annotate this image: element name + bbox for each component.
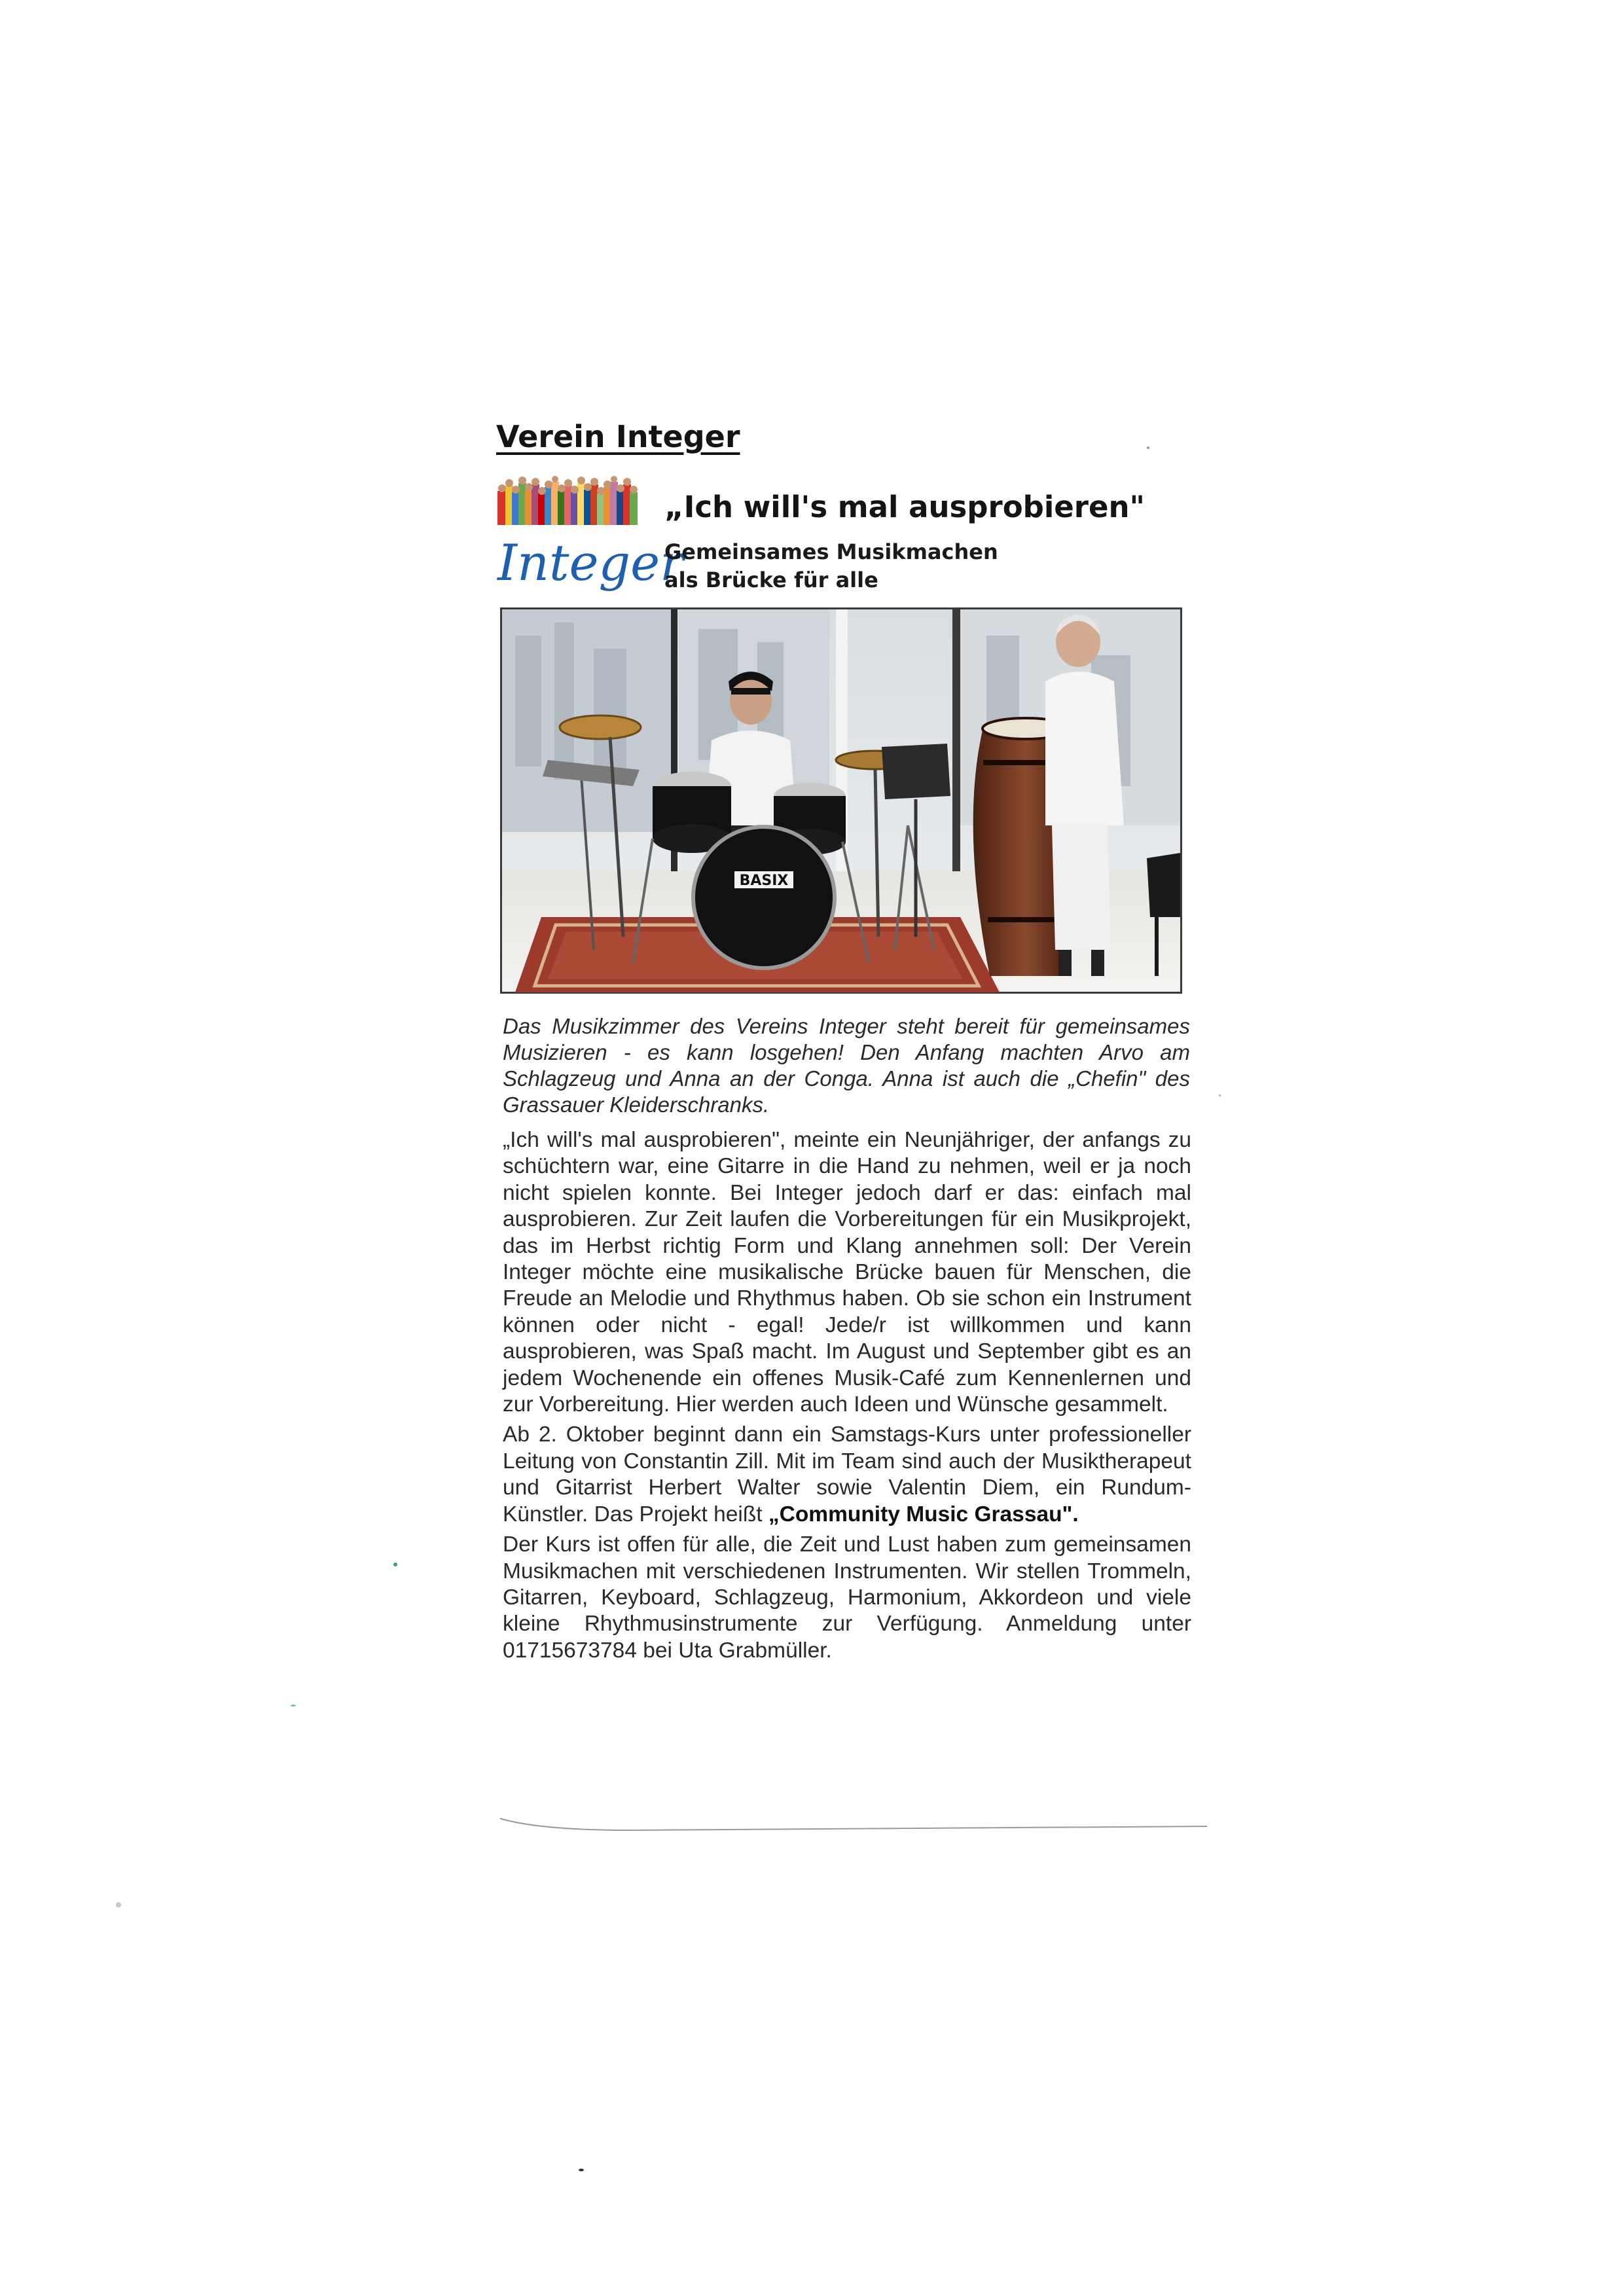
section-title: Verein Integer xyxy=(496,419,740,454)
scan-speck xyxy=(579,2169,584,2171)
paragraph-2-text: Ab 2. Oktober beginnt dann ein Samstags-Kurs unter professioneller Leitung von Constantin Zill. Mit im Team sind auch der Musiktherapeut und Gitarrist Herbert Walter sowie Valentin Diem, ein Rundum-Künstler. Das Projekt heißt xyxy=(503,1422,1191,1527)
article-body xyxy=(503,1127,1191,1668)
music-room-photo xyxy=(502,609,1180,992)
body-paragraph-1: „Ich will's mal ausprobieren", meinte ein Neunjähriger, der anfangs zu schüchtern war, eine Gitarre in die Hand zu nehmen, weil er ja noch nicht spielen konnte. Bei Integer jedoch darf er das: einfach mal ausprobieren. Zur Zeit laufen die Vorbereitungen für ein Musikprojekt, das im Herbst richtig Form und Klang annehmen soll: Der Verein Integer möchte eine musikalische Brücke bauen für Menschen, die Freude an Melodie und Rhythmus haben. Ob sie schon ein Instrument können oder nicht - egal! Jede/r ist willkommen und kann ausprobieren, was Spaß macht. Im August und September gibt es an jedem Wochenende ein offenes Musik-Café zum Kennenlernen und zur Vorbereitung. Hier werden auch Ideen und Wünsche gesammelt. xyxy=(503,1128,1191,1417)
article-photo xyxy=(500,607,1182,994)
bottom-divider xyxy=(500,1813,1207,1833)
scan-speck xyxy=(116,1902,121,1907)
drum-brand-label: BASIX xyxy=(739,873,789,889)
body-paragraph-2 xyxy=(503,1422,1191,1528)
integer-logo xyxy=(496,477,684,594)
photo-caption: Das Musikzimmer des Vereins Integer steht bereit für gemeinsames Musizieren - es kann losgehen! Den Anfang machten Arvo am Schlagzeug und Anna an der Conga. Anna ist auch die „Chefin" des Grassauer Kleiderschranks. xyxy=(503,1014,1190,1117)
article-subline xyxy=(664,538,1031,594)
project-name: „Community Music Grassau". xyxy=(768,1502,1079,1527)
subline-line-1: Gemeinsames Musikmachen xyxy=(664,539,998,564)
article-headline: „Ich will's mal ausprobieren" xyxy=(664,490,1145,524)
scan-speck xyxy=(291,1705,296,1707)
scan-speck xyxy=(393,1563,397,1566)
logo-wordmark: Integer xyxy=(497,533,684,592)
scan-speck xyxy=(1219,1094,1221,1096)
scan-speck xyxy=(1147,446,1149,449)
subline-line-2: als Brücke für alle xyxy=(664,568,878,592)
logo-people-graphic xyxy=(497,476,638,525)
body-paragraph-3: Der Kurs ist offen für alle, die Zeit und Lust haben zum gemeinsamen Musikmachen mit verschiedenen Instrumenten. Wir stellen Trommeln, Gitarren, Keyboard, Schlagzeug, Harmonium, Akkordeon und viele kleine Rhythmusinstrumente zur Verfügung. Anmeldung unter 01715673784 bei Uta Grabmüller. xyxy=(503,1532,1191,1663)
